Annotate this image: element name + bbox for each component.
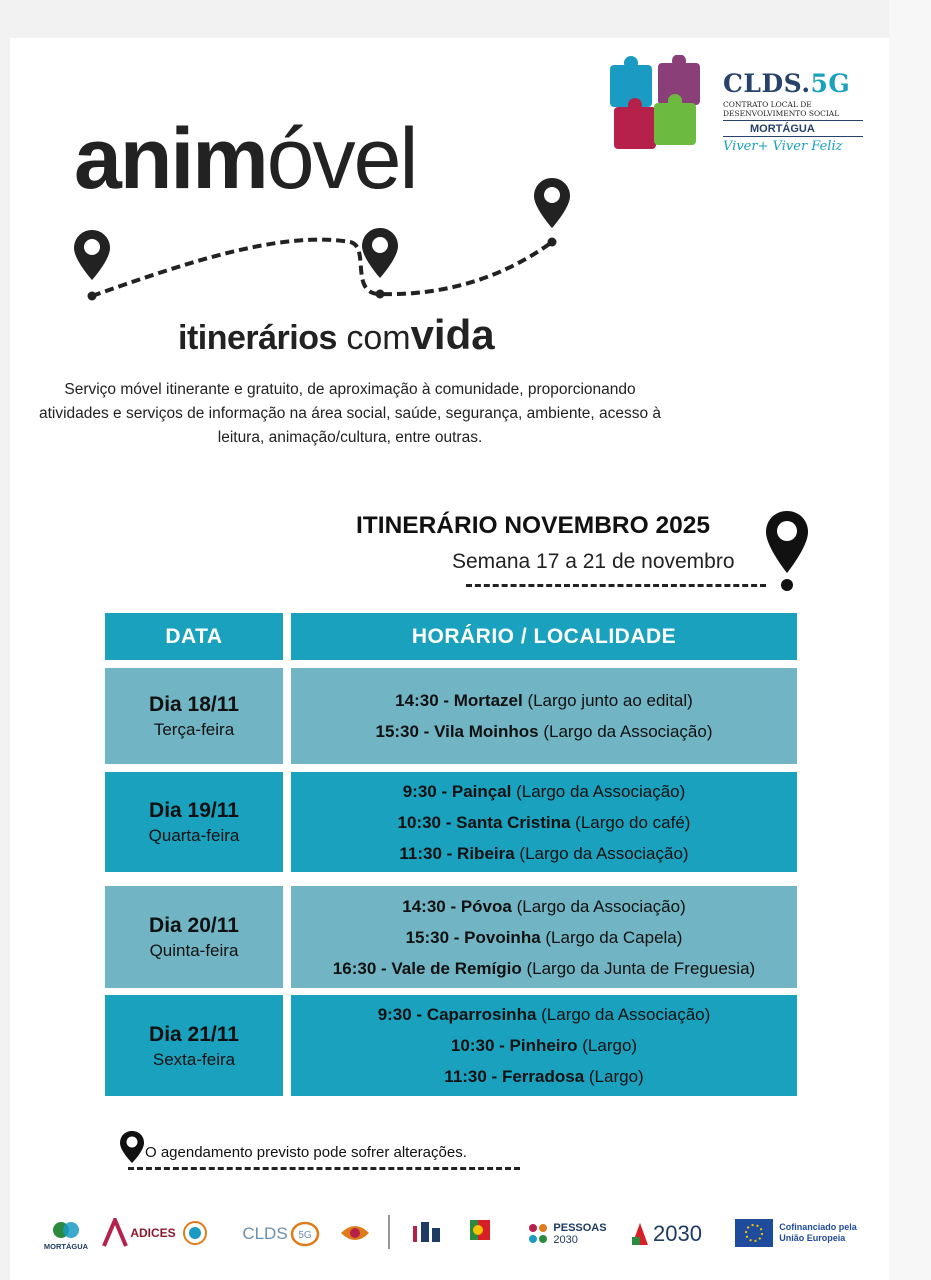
- service-description: Serviço móvel itinerante e gratuito, de aproximação à comunidade, proporcionando atividades e serviços de informação na área social, saúde, segurança, ambiente, acesso à leitura, animação/cultura, entre outras.: [38, 381, 662, 446]
- eu-line2: União Europeia: [779, 1233, 846, 1243]
- pessoas-text: [553, 1222, 606, 1246]
- clds-line2: DESENVOLVIMENTO SOCIAL: [723, 109, 840, 118]
- clds-title-b: 5G: [810, 69, 851, 98]
- pessoas-label: PESSOAS: [553, 1222, 607, 1234]
- schedule-slot: [403, 776, 686, 807]
- schedule-slot: [402, 891, 686, 922]
- iss-emblem-icon: [410, 1220, 442, 1246]
- map-pin-icon: [362, 228, 398, 299]
- row-weekday: Terça-feira: [153, 720, 235, 739]
- slot-place: (Largo da Junta de Freguesia): [521, 958, 756, 978]
- clds-program-label: CLDS: [242, 1224, 288, 1243]
- anniversary-badge-icon: [182, 1220, 208, 1246]
- slot-place: (Largo da Associação): [511, 896, 686, 916]
- table-header-schedule: [291, 613, 797, 660]
- tagline: [178, 310, 495, 363]
- schedule-slot: [398, 807, 691, 838]
- itinerary-week: Semana 17 a 21 de novembro: [452, 550, 735, 573]
- slot-place: (Largo junto ao edital): [522, 691, 693, 710]
- slot-place: (Largo da Associação): [538, 722, 713, 741]
- schedule-change-note: O agendamento previsto pode sofrer alterações.: [145, 1144, 467, 1161]
- row-day: Dia 19/11: [149, 799, 239, 822]
- portugal-2030-logo: [626, 1217, 706, 1251]
- table-row-schedule: [291, 886, 797, 988]
- slot-time: 14:30 - Póvoa: [402, 896, 512, 916]
- puzzle-knob: [624, 56, 638, 70]
- puzzle-icon: [600, 55, 720, 160]
- table-row-date: [105, 772, 283, 872]
- map-pin-icon: [119, 1130, 145, 1170]
- pessoas-year: 2030: [553, 1234, 578, 1246]
- clds-title: [723, 69, 863, 98]
- clds-logo: [600, 55, 862, 165]
- mortagua-logo: [36, 1211, 96, 1257]
- slot-time: 11:30 - Ribeira: [399, 843, 515, 863]
- pessoas-emblem-icon: [527, 1221, 549, 1247]
- title-anim: anim: [74, 111, 267, 207]
- tagline-part-b: com: [346, 319, 411, 357]
- clds-motto: Viver+ Viver Feliz: [723, 139, 843, 154]
- eu-cofinance-logo: [726, 1215, 866, 1251]
- logo-divider: [388, 1215, 390, 1249]
- portugal-2030-year: 2030: [653, 1221, 702, 1246]
- puzzle-knob: [668, 94, 682, 108]
- mortagua-emblem-icon: [51, 1218, 81, 1242]
- map-pin-icon: [534, 178, 570, 247]
- slot-place: (Largo): [577, 1036, 638, 1055]
- eu-text: [779, 1222, 857, 1244]
- row-day: Dia 18/11: [149, 693, 239, 716]
- tagline-part-c: vida: [410, 311, 495, 358]
- schedule-slot: [406, 922, 683, 953]
- puzzle-piece: [654, 103, 696, 145]
- table-row-schedule: [291, 772, 797, 872]
- adices-logo: [100, 1215, 210, 1251]
- tagline-part-a: itinerários: [178, 319, 337, 357]
- partner-logos-bar: [36, 1205, 866, 1263]
- table-row-schedule: [291, 668, 797, 764]
- portugal-2030-emblem-icon: [630, 1221, 650, 1247]
- puzzle-piece: [614, 107, 656, 149]
- slot-time: 9:30 - Caparrosinha: [377, 1005, 537, 1024]
- table-row-date: [105, 668, 283, 764]
- row-day: Dia 21/11: [149, 1022, 239, 1046]
- table-row-schedule: [291, 995, 797, 1096]
- route-graphic: [60, 170, 590, 310]
- clds-5g-badge-icon: [290, 1221, 320, 1247]
- background-strip: [889, 0, 931, 1280]
- seguranca-social-logo: [332, 1213, 378, 1253]
- itinerary-title: ITINERÁRIO NOVEMBRO 2025: [356, 512, 710, 539]
- adices-emblem-icon: [102, 1218, 128, 1248]
- portugal-flag-icon: [468, 1218, 492, 1248]
- republica-portuguesa-logo: [460, 1211, 500, 1255]
- slot-time: 16:30 - Vale de Remígio: [332, 958, 522, 978]
- slot-time: 14:30 - Mortazel: [395, 691, 523, 710]
- header-schedule-label: HORÁRIO / LOCALIDADE: [411, 624, 677, 648]
- schedule-slot: [451, 1030, 637, 1061]
- clds-title-a: CLDS.: [723, 69, 811, 98]
- schedule-slot: [333, 953, 755, 984]
- mortagua-label: MORTÁGUA: [43, 1241, 89, 1251]
- clds-line1: CONTRATO LOCAL DE: [723, 100, 812, 109]
- schedule-slot: [375, 716, 712, 747]
- slot-time: 11:30 - Ferradosa: [444, 1067, 585, 1086]
- schedule-slot: [378, 999, 711, 1030]
- map-pin-icon: [764, 509, 810, 593]
- clds-5g-program-logo: [232, 1217, 330, 1251]
- slot-time: 15:30 - Vila Moinhos: [375, 722, 539, 741]
- clds-subtitle: [723, 100, 863, 121]
- slot-place: (Largo da Capela): [540, 927, 683, 947]
- slot-time: 10:30 - Pinheiro: [450, 1036, 578, 1055]
- seguranca-social-emblem-icon: [338, 1219, 372, 1247]
- schedule-slot: [399, 838, 688, 869]
- clds-text-block: [723, 69, 863, 154]
- slot-place: (Largo da Associação): [514, 843, 689, 863]
- clds-place: MORTÁGUA: [723, 123, 863, 137]
- dashed-underline: [466, 584, 766, 587]
- title-ovel: óvel: [266, 111, 417, 207]
- pessoas-2030-logo: [524, 1217, 610, 1251]
- puzzle-knob: [628, 98, 642, 112]
- svg-text:5G: 5G: [298, 1230, 312, 1241]
- adices-label: ADICES: [130, 1226, 176, 1240]
- eu-flag-icon: [735, 1219, 773, 1247]
- eu-line1: Cofinanciado pela: [779, 1222, 857, 1232]
- row-day: Dia 20/11: [149, 914, 239, 937]
- table-header-date: [105, 613, 283, 660]
- route-dashed-path: [92, 240, 552, 296]
- table-row-date: [105, 995, 283, 1096]
- header-date-label: DATA: [165, 624, 223, 648]
- slot-place: (Largo da Associação): [511, 781, 686, 801]
- schedule-slot: [395, 685, 693, 716]
- schedule-slot: [444, 1061, 643, 1092]
- slot-time: 9:30 - Painçal: [402, 781, 512, 801]
- table-row-date: [105, 886, 283, 988]
- slot-time: 10:30 - Santa Cristina: [397, 812, 571, 832]
- iss-logo: [406, 1215, 446, 1251]
- row-weekday: Quinta-feira: [149, 941, 239, 960]
- row-weekday: Quarta-feira: [148, 826, 240, 845]
- dashed-underline: [128, 1167, 520, 1170]
- row-weekday: Sexta-feira: [152, 1049, 236, 1069]
- slot-place: (Largo da Associação): [536, 1005, 711, 1024]
- slot-place: (Largo do café): [570, 812, 691, 832]
- slot-time: 15:30 - Povoinha: [405, 927, 541, 947]
- slot-place: (Largo): [584, 1067, 644, 1086]
